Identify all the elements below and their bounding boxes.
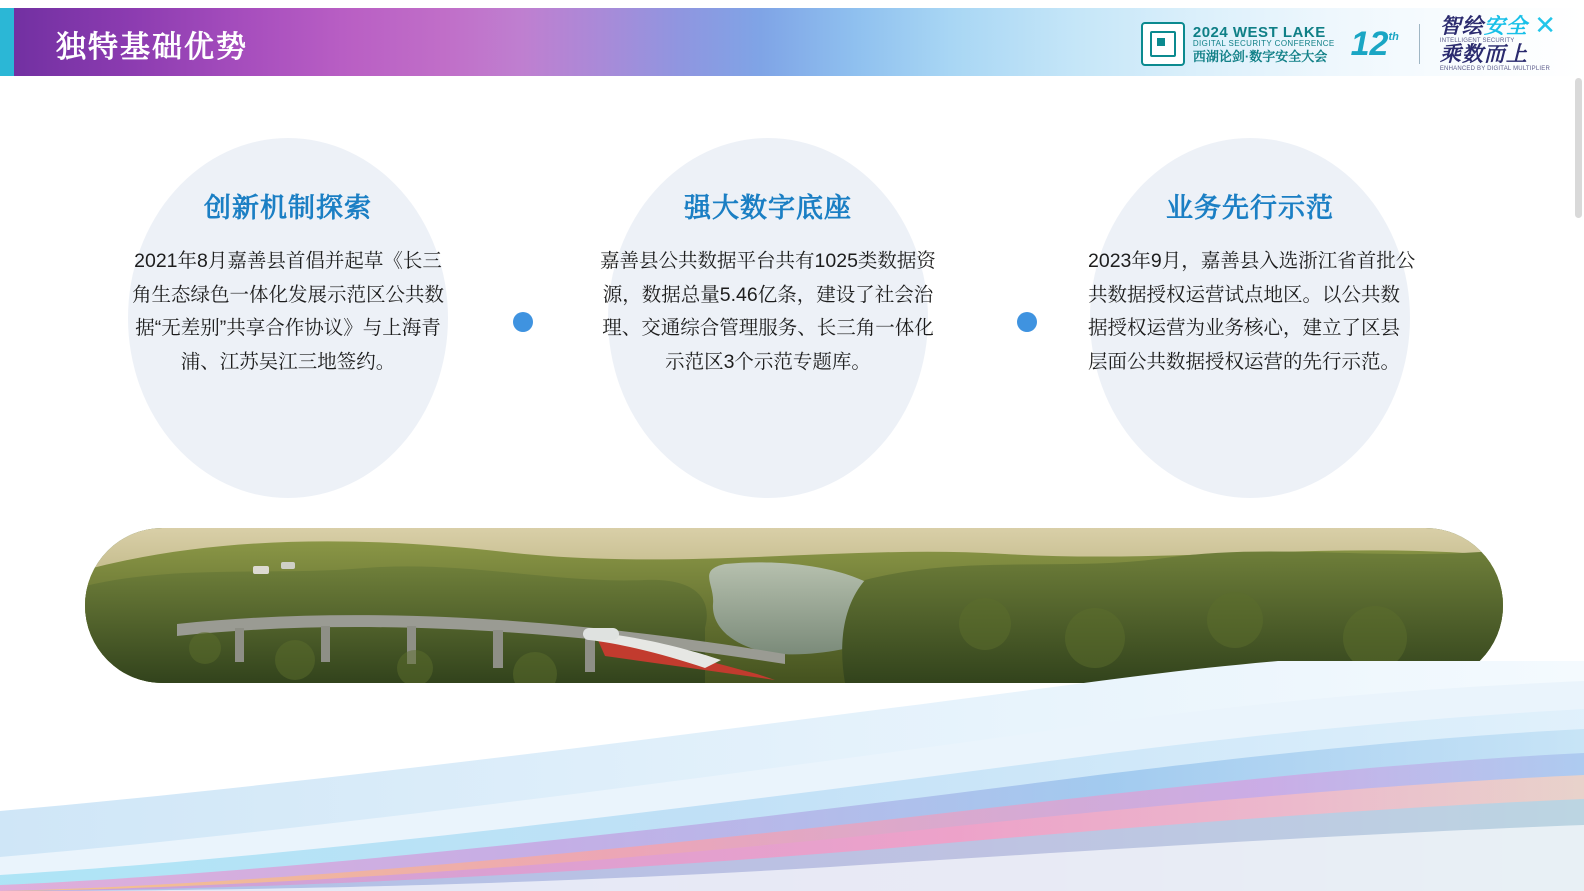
- slogan-line2: 乘数而上: [1439, 43, 1528, 66]
- card-digital-foundation: [600, 138, 936, 498]
- conference-emblem-icon: [1141, 22, 1185, 66]
- slogan-x-icon: ✕: [1534, 9, 1556, 40]
- slogan-en-line2: ENHANCED BY DIGITAL MULTIPLIER: [1439, 66, 1550, 73]
- conference-logo-text: [1193, 25, 1335, 64]
- scenery-photo-graphic: [85, 528, 1503, 683]
- conference-subtitle: DIGITAL SECURITY CONFERENCE: [1192, 39, 1335, 49]
- logo-group: [1141, 9, 1556, 73]
- card-title: 创新机制探索: [204, 193, 372, 223]
- card-innovation: [128, 138, 448, 498]
- separator-dot: [513, 312, 533, 332]
- logo-divider: [1419, 24, 1420, 64]
- anniversary-number: 12: [1350, 25, 1389, 63]
- page-title: 独特基础优势: [56, 31, 248, 64]
- card-body: 2021年8月嘉善县首倡并起草《长三角生态绿色一体化发展示范区公共数据“无差别”共享合作协议》与上海青浦、江苏吴江三地签约。: [131, 250, 444, 373]
- conference-chinese-name: 西湖论剑·数字安全大会: [1192, 48, 1328, 64]
- conference-year-title: 2024 WEST LAKE: [1192, 23, 1326, 41]
- card-title: 强大数字底座: [684, 193, 852, 223]
- card-business-pilot: [1088, 138, 1416, 498]
- slogan-line1-part-a: 智绘: [1439, 14, 1484, 38]
- header-accent-tab: [0, 8, 14, 76]
- separator-dot: [1017, 312, 1037, 332]
- card-body: 2023年9月，嘉善县入选浙江省首批公共数据授权运营试点地区。以公共数据授权运营为业务核心，建立了区县层面公共数据授权运营的先行示范。: [1088, 250, 1416, 373]
- slogan-en-line1: INTELLIGENT SECURITY: [1439, 37, 1515, 44]
- anniversary-suffix: th: [1388, 31, 1399, 43]
- scenery-photo: [85, 528, 1503, 683]
- conference-logo: [1141, 22, 1335, 66]
- scrollbar-thumb[interactable]: [1575, 78, 1582, 218]
- card-body: 嘉善县公共数据平台共有1025类数据资源，数据总量5.46亿条，建设了社会治理、交通综合管理服务、长三角一体化示范区3个示范专题库。: [600, 250, 936, 373]
- slogan-logo: [1439, 9, 1556, 73]
- slogan-line1-part-b: 安全: [1483, 14, 1528, 38]
- anniversary-badge: [1351, 27, 1399, 61]
- decorative-ribbons: [0, 661, 1584, 891]
- card-title: 业务先行示范: [1166, 193, 1334, 223]
